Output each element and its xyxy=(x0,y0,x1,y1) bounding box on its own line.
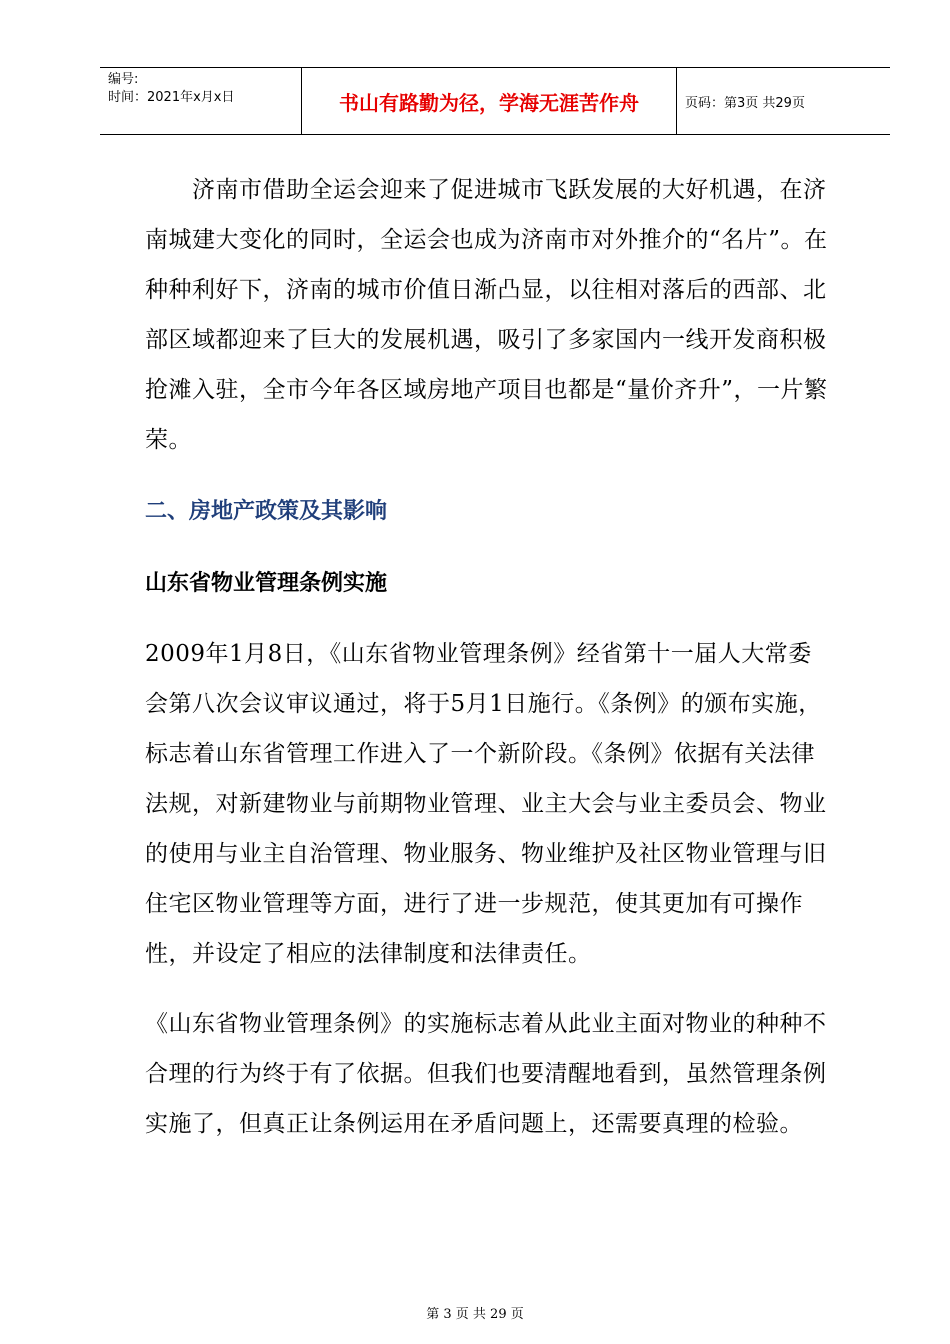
header-motto: 书山有路勤为径，学海无涯苦作舟 xyxy=(302,68,677,134)
paragraph-implementation: 《山东省物业管理条例》的实施标志着从此业主面对物业的种种不合理的行为终于有了依据。但我们也要清醒地看到，虽然管理条例实施了，但真正让条例运用在矛盾问题上，还需要真理的检验。 xyxy=(145,1011,827,1137)
number-label: 编号: xyxy=(108,72,139,87)
header-meta xyxy=(100,68,302,134)
time-label: 时间：2021年x月x日 xyxy=(108,90,235,105)
page-header xyxy=(100,67,890,135)
paragraph-regulation: 2009年1月8日，《山东省物业管理条例》经省第十一届人大常委会第八次会议审议通过，将于5月1日施行。《条例》的颁布实施，标志着山东省管理工作进入了一个新阶段。《条例》依据有关法律法规，对新建物业与前期物业管理、业主大会与业主委员会、物业的使用与业主自治管理、物业服务、物业维护及社区物业管理与旧住宅区物业管理等方面，进行了进一步规范，使其更加有可操作性，并设定了相应的法律制度和法律责任。 xyxy=(145,641,827,967)
page-footer: 第 3 页 共 29 页 xyxy=(426,1307,524,1322)
header-page-info: 页码：第3页 共29页 xyxy=(685,95,805,111)
document-body xyxy=(145,165,835,1149)
paragraph-intro: 济南市借助全运会迎来了促进城市飞跃发展的大好机遇，在济南城建大变化的同时，全运会也成为济南市对外推介的“名片”。在种种利好下，济南的城市价值日渐凸显，以往相对落后的西部、北部区域都迎来了巨大的发展机遇，吸引了多家国内一线开发商积极抢滩入驻，全市今年各区域房地产项目也都是“量价齐升”，一片繁荣。 xyxy=(145,177,828,453)
section-heading: 二、房地产政策及其影响 xyxy=(145,499,388,524)
subsection-heading: 山东省物业管理条例实施 xyxy=(145,571,388,596)
